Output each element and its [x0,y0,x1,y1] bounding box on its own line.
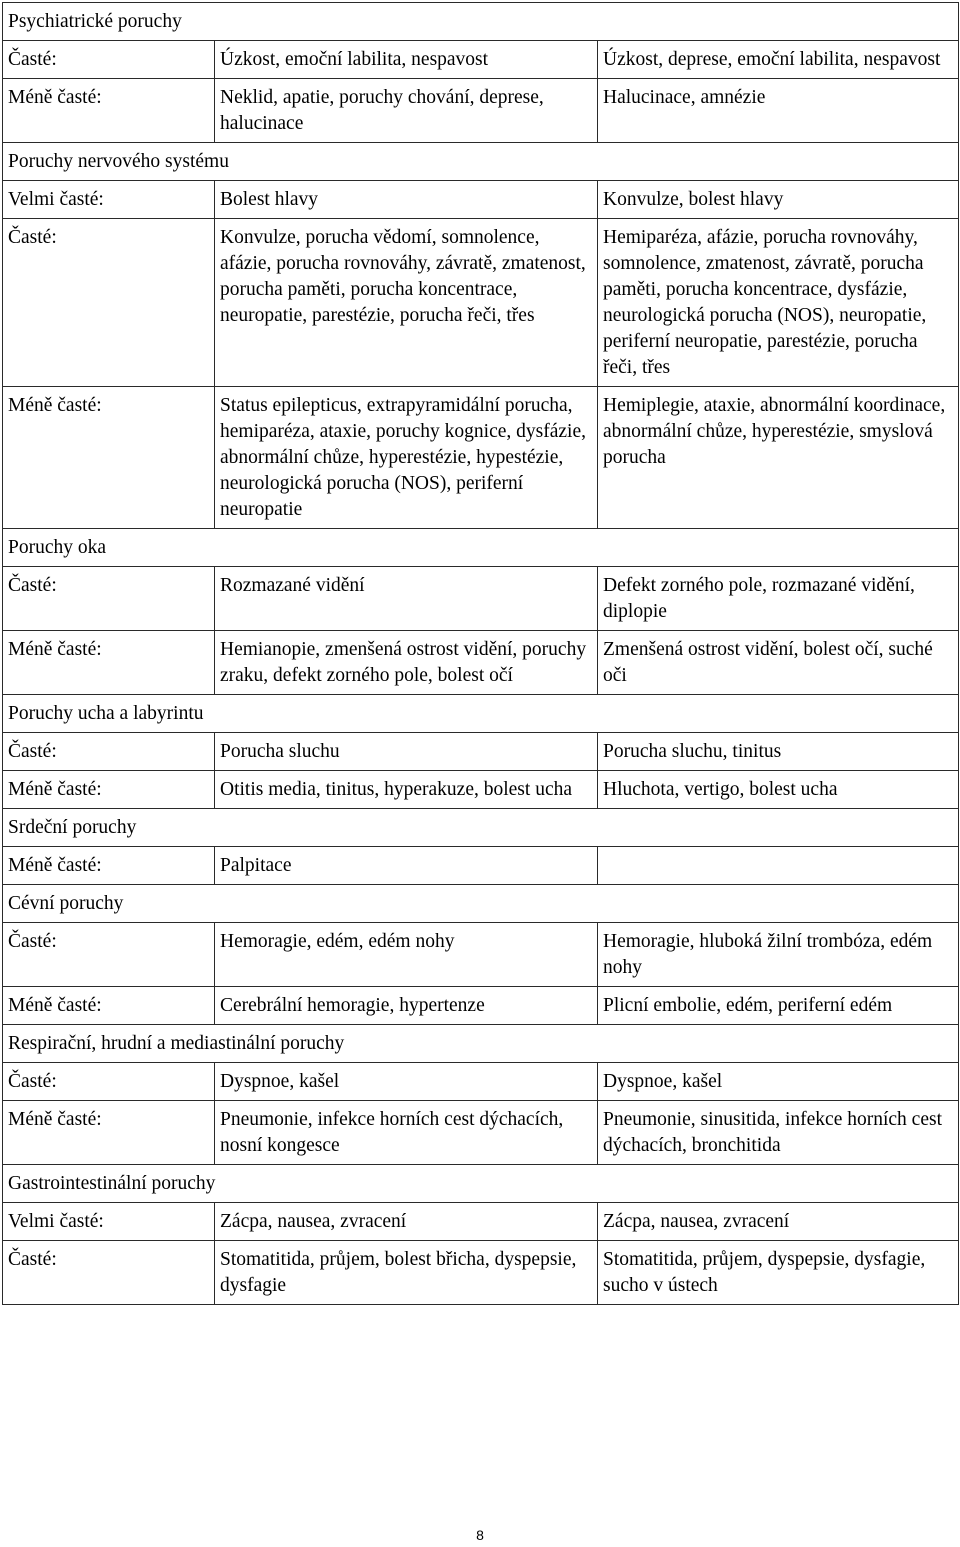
table-row [3,771,959,809]
section-title: Respirační, hrudní a mediastinální poruchy [3,1025,959,1063]
drug-a-cell: Konvulze, porucha vědomí, somnolence, afázie, porucha rovnováhy, závratě, zmatenost, porucha paměti, porucha koncentrace, neuropatie, parestézie, porucha řeči, třes [215,219,598,387]
frequency-cell: Méně časté: [3,987,215,1025]
section-title: Cévní poruchy [3,885,959,923]
drug-b-cell: Defekt zorného pole, rozmazané vidění, diplopie [598,567,959,631]
table-row [3,923,959,987]
table-row [3,631,959,695]
drug-b-cell: Hluchota, vertigo, bolest ucha [598,771,959,809]
section-header-row [3,809,959,847]
frequency-cell: Méně časté: [3,771,215,809]
drug-a-cell: Hemianopie, zmenšená ostrost vidění, poruchy zraku, defekt zorného pole, bolest očí [215,631,598,695]
section-title: Gastrointestinální poruchy [3,1165,959,1203]
table-row [3,987,959,1025]
drug-b-cell: Konvulze, bolest hlavy [598,181,959,219]
frequency-cell: Časté: [3,567,215,631]
section-header-row [3,143,959,181]
table-row [3,1101,959,1165]
table-row [3,847,959,885]
drug-b-cell: Zácpa, nausea, zvracení [598,1203,959,1241]
page-number: 8 [476,1527,484,1543]
drug-a-cell: Palpitace [215,847,598,885]
drug-b-cell: Pneumonie, sinusitida, infekce horních cest dýchacích, bronchitida [598,1101,959,1165]
frequency-cell: Méně časté: [3,1101,215,1165]
section-title: Poruchy nervového systému [3,143,959,181]
frequency-cell: Méně časté: [3,387,215,529]
drug-a-cell: Porucha sluchu [215,733,598,771]
drug-a-cell: Stomatitida, průjem, bolest břicha, dyspepsie, dysfagie [215,1241,598,1305]
frequency-cell: Velmi časté: [3,1203,215,1241]
table-row [3,181,959,219]
drug-b-cell: Porucha sluchu, tinitus [598,733,959,771]
drug-b-cell: Halucinace, amnézie [598,79,959,143]
drug-a-cell: Cerebrální hemoragie, hypertenze [215,987,598,1025]
adverse-effects-table [2,2,959,1305]
drug-b-cell: Úzkost, deprese, emoční labilita, nespavost [598,41,959,79]
frequency-cell: Velmi časté: [3,181,215,219]
drug-b-cell: Hemiplegie, ataxie, abnormální koordinace, abnormální chůze, hyperestézie, smyslová porucha [598,387,959,529]
frequency-cell: Časté: [3,923,215,987]
frequency-cell: Méně časté: [3,79,215,143]
drug-b-cell: Zmenšená ostrost vidění, bolest očí, suché oči [598,631,959,695]
table-row [3,1241,959,1305]
frequency-cell: Méně časté: [3,631,215,695]
table-row [3,219,959,387]
table-row [3,41,959,79]
section-title: Poruchy oka [3,529,959,567]
section-header-row [3,1025,959,1063]
frequency-cell: Méně časté: [3,847,215,885]
section-title: Srdeční poruchy [3,809,959,847]
section-header-row [3,529,959,567]
drug-b-cell [598,847,959,885]
section-header-row [3,695,959,733]
frequency-cell: Časté: [3,41,215,79]
drug-a-cell: Rozmazané vidění [215,567,598,631]
section-header-row [3,3,959,41]
drug-a-cell: Status epilepticus, extrapyramidální porucha, hemiparéza, ataxie, poruchy kognice, dysfázie, abnormální chůze, hyperestézie, hypestézie, neurologická porucha (NOS), periferní neuropatie [215,387,598,529]
drug-b-cell: Plicní embolie, edém, periferní edém [598,987,959,1025]
drug-b-cell: Hemiparéza, afázie, porucha rovnováhy, somnolence, zmatenost, závratě, porucha paměti, porucha koncentrace, dysfázie, neurologická porucha (NOS), neuropatie, periferní neuropatie, parestézie, porucha řeči, třes [598,219,959,387]
table-row [3,1063,959,1101]
table-body [3,3,959,1305]
drug-b-cell: Dyspnoe, kašel [598,1063,959,1101]
table-row [3,387,959,529]
section-header-row [3,1165,959,1203]
frequency-cell: Časté: [3,1241,215,1305]
frequency-cell: Časté: [3,1063,215,1101]
section-title: Psychiatrické poruchy [3,3,959,41]
drug-a-cell: Dyspnoe, kašel [215,1063,598,1101]
frequency-cell: Časté: [3,219,215,387]
drug-a-cell: Hemoragie, edém, edém nohy [215,923,598,987]
drug-a-cell: Bolest hlavy [215,181,598,219]
drug-a-cell: Neklid, apatie, poruchy chování, deprese, halucinace [215,79,598,143]
drug-b-cell: Hemoragie, hluboká žilní trombóza, edém nohy [598,923,959,987]
drug-a-cell: Pneumonie, infekce horních cest dýchacích, nosní kongesce [215,1101,598,1165]
section-title: Poruchy ucha a labyrintu [3,695,959,733]
table-row [3,733,959,771]
table-row [3,1203,959,1241]
table-row [3,567,959,631]
drug-b-cell: Stomatitida, průjem, dyspepsie, dysfagie, sucho v ústech [598,1241,959,1305]
table-row [3,79,959,143]
drug-a-cell: Zácpa, nausea, zvracení [215,1203,598,1241]
drug-a-cell: Úzkost, emoční labilita, nespavost [215,41,598,79]
section-header-row [3,885,959,923]
drug-a-cell: Otitis media, tinitus, hyperakuze, bolest ucha [215,771,598,809]
frequency-cell: Časté: [3,733,215,771]
